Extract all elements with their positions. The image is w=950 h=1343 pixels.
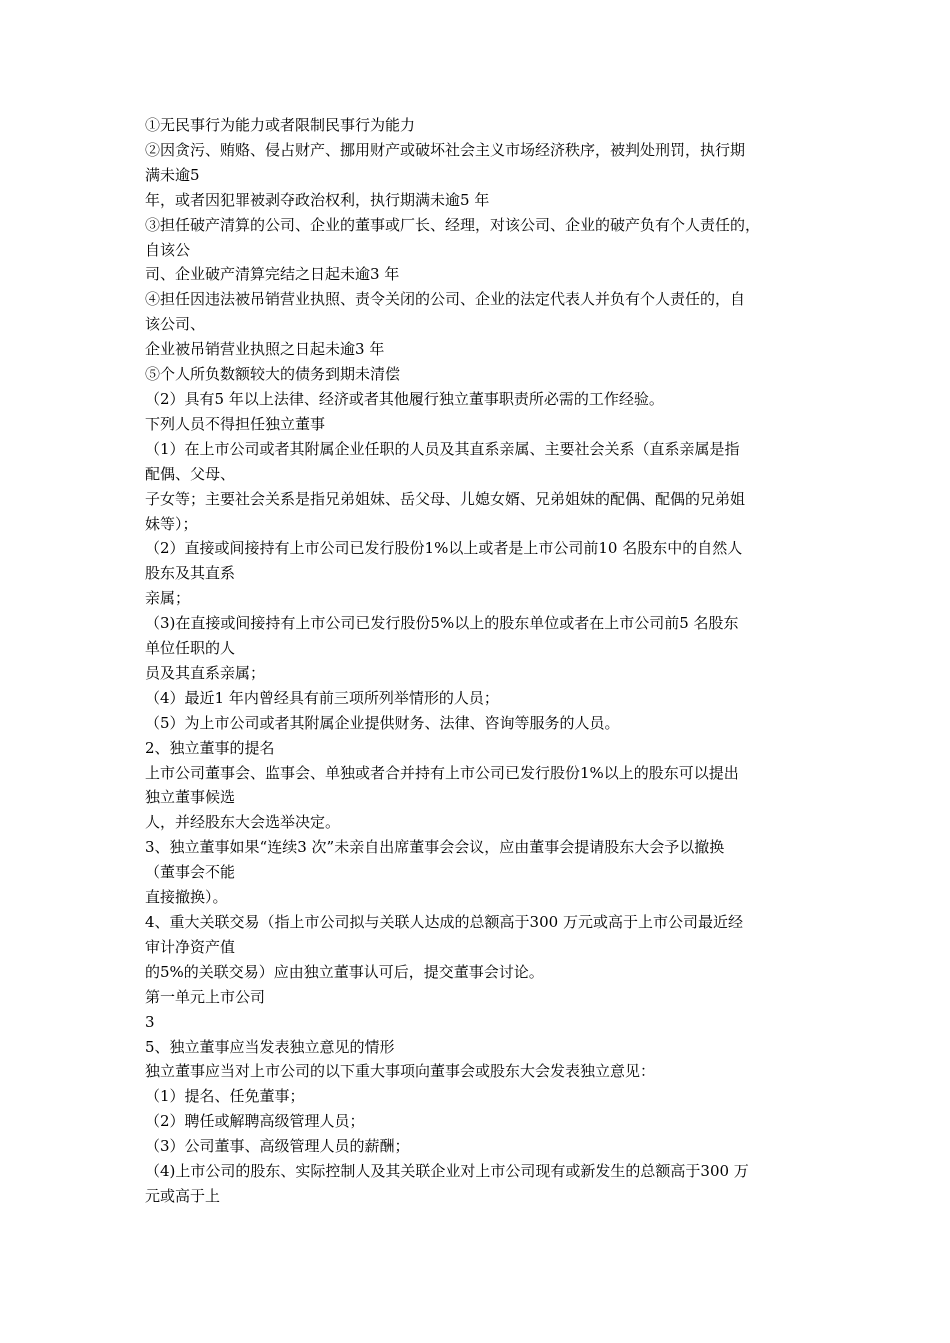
text-line: 子女等；主要社会关系是指兄弟姐妹、岳父母、儿媳女婿、兄弟姐妹的配偶、配偶的兄弟姐 — [145, 489, 746, 508]
text-line: （2）具有5 年以上法律、经济或者其他履行独立董事职责所必需的工作经验。 — [145, 389, 664, 408]
text-line: 满未逾5 — [145, 165, 200, 184]
text-line: 年，或者因犯罪被剥夺政治权利，执行期满未逾5 年 — [145, 190, 490, 209]
text-line: （1）提名、任免董事； — [145, 1087, 305, 1106]
text-line: 直接撤换）。 — [145, 888, 228, 907]
text-line: （2）直接或间接持有上市公司已发行股份1%以上或者是上市公司前10 名股东中的自然人 — [145, 539, 743, 558]
text-line: ③担任破产清算的公司、企业的董事或厂长、经理，对该公司、企业的破产负有个人责任的， — [145, 215, 761, 234]
text-line: （2）聘任或解聘高级管理人员； — [145, 1112, 365, 1131]
text-line: 5、独立董事应当发表独立意见的情形 — [145, 1037, 395, 1056]
text-line: 上市公司董事会、监事会、单独或者合并持有上市公司已发行股份1%以上的股东可以提出 — [145, 763, 739, 782]
text-line: （4)上市公司的股东、实际控制人及其关联企业对上市公司现有或新发生的总额高于300 万 — [145, 1162, 749, 1181]
text-line: 2、独立董事的提名 — [145, 738, 275, 757]
text-line: ④担任因违法被吊销营业执照、责令关闭的公司、企业的法定代表人并负有个人责任的，自 — [145, 290, 746, 309]
text-line: 独立董事应当对上市公司的以下重大事项向董事会或股东大会发表独立意见： — [145, 1062, 656, 1081]
text-line: 自该公 — [145, 240, 191, 259]
text-line: 企业被吊销营业执照之日起未逾3 年 — [145, 340, 385, 359]
text-line: 亲属； — [145, 589, 191, 608]
text-line: （4）最近1 年内曾经具有前三项所列举情形的人员； — [145, 688, 499, 707]
text-line: ②因贪污、贿赂、侵占财产、挪用财产或破坏社会主义市场经济秩序，被判处刑罚，执行期 — [145, 140, 746, 159]
text-line: 独立董事候选 — [145, 788, 236, 807]
text-line: 第一单元上市公司 — [145, 987, 266, 1006]
text-line: 单位任职的人 — [145, 639, 236, 658]
text-line: 下列人员不得担任独立董事 — [145, 414, 326, 433]
text-line: 配偶、父母、 — [145, 464, 236, 483]
text-line: 员及其直系亲属； — [145, 663, 266, 682]
text-line: 司、企业破产清算完结之日起未逾3 年 — [145, 265, 400, 284]
text-line: 妹等）； — [145, 514, 198, 533]
text-line: 该公司、 — [145, 315, 206, 334]
text-line: （1）在上市公司或者其附属企业任职的人员及其直系亲属、主要社会关系（直系亲属是指 — [145, 439, 740, 458]
text-line: （董事会不能 — [145, 863, 236, 882]
text-line: 3、独立董事如果“连续3 次”未亲自出席董事会会议，应由董事会提请股东大会予以撤换 — [145, 838, 725, 857]
text-line: 审计净资产值 — [145, 937, 236, 956]
text-line: 3 — [145, 1012, 155, 1031]
document-body — [145, 113, 815, 1209]
text-line: ①无民事行为能力或者限制民事行为能力 — [145, 116, 416, 134]
text-line: 人，并经股东大会选举决定。 — [145, 813, 341, 832]
text-line: （3)在直接或间接持有上市公司已发行股份5%以上的股东单位或者在上市公司前5 名股东 — [145, 614, 739, 633]
text-line: （5）为上市公司或者其附属企业提供财务、法律、咨询等服务的人员。 — [145, 713, 620, 732]
text-line: 4、重大关联交易（指上市公司拟与关联人达成的总额高于300 万元或高于上市公司最近经 — [145, 913, 743, 931]
text-line: （3）公司董事、高级管理人员的薪酬； — [145, 1137, 410, 1156]
text-line: ⑤个人所负数额较大的债务到期未清偿 — [145, 365, 401, 384]
text-line: 元或高于上 — [145, 1186, 221, 1205]
text-line: 的5%的关联交易）应由独立董事认可后，提交董事会讨论。 — [145, 962, 544, 981]
text-line: 股东及其直系 — [145, 564, 236, 583]
